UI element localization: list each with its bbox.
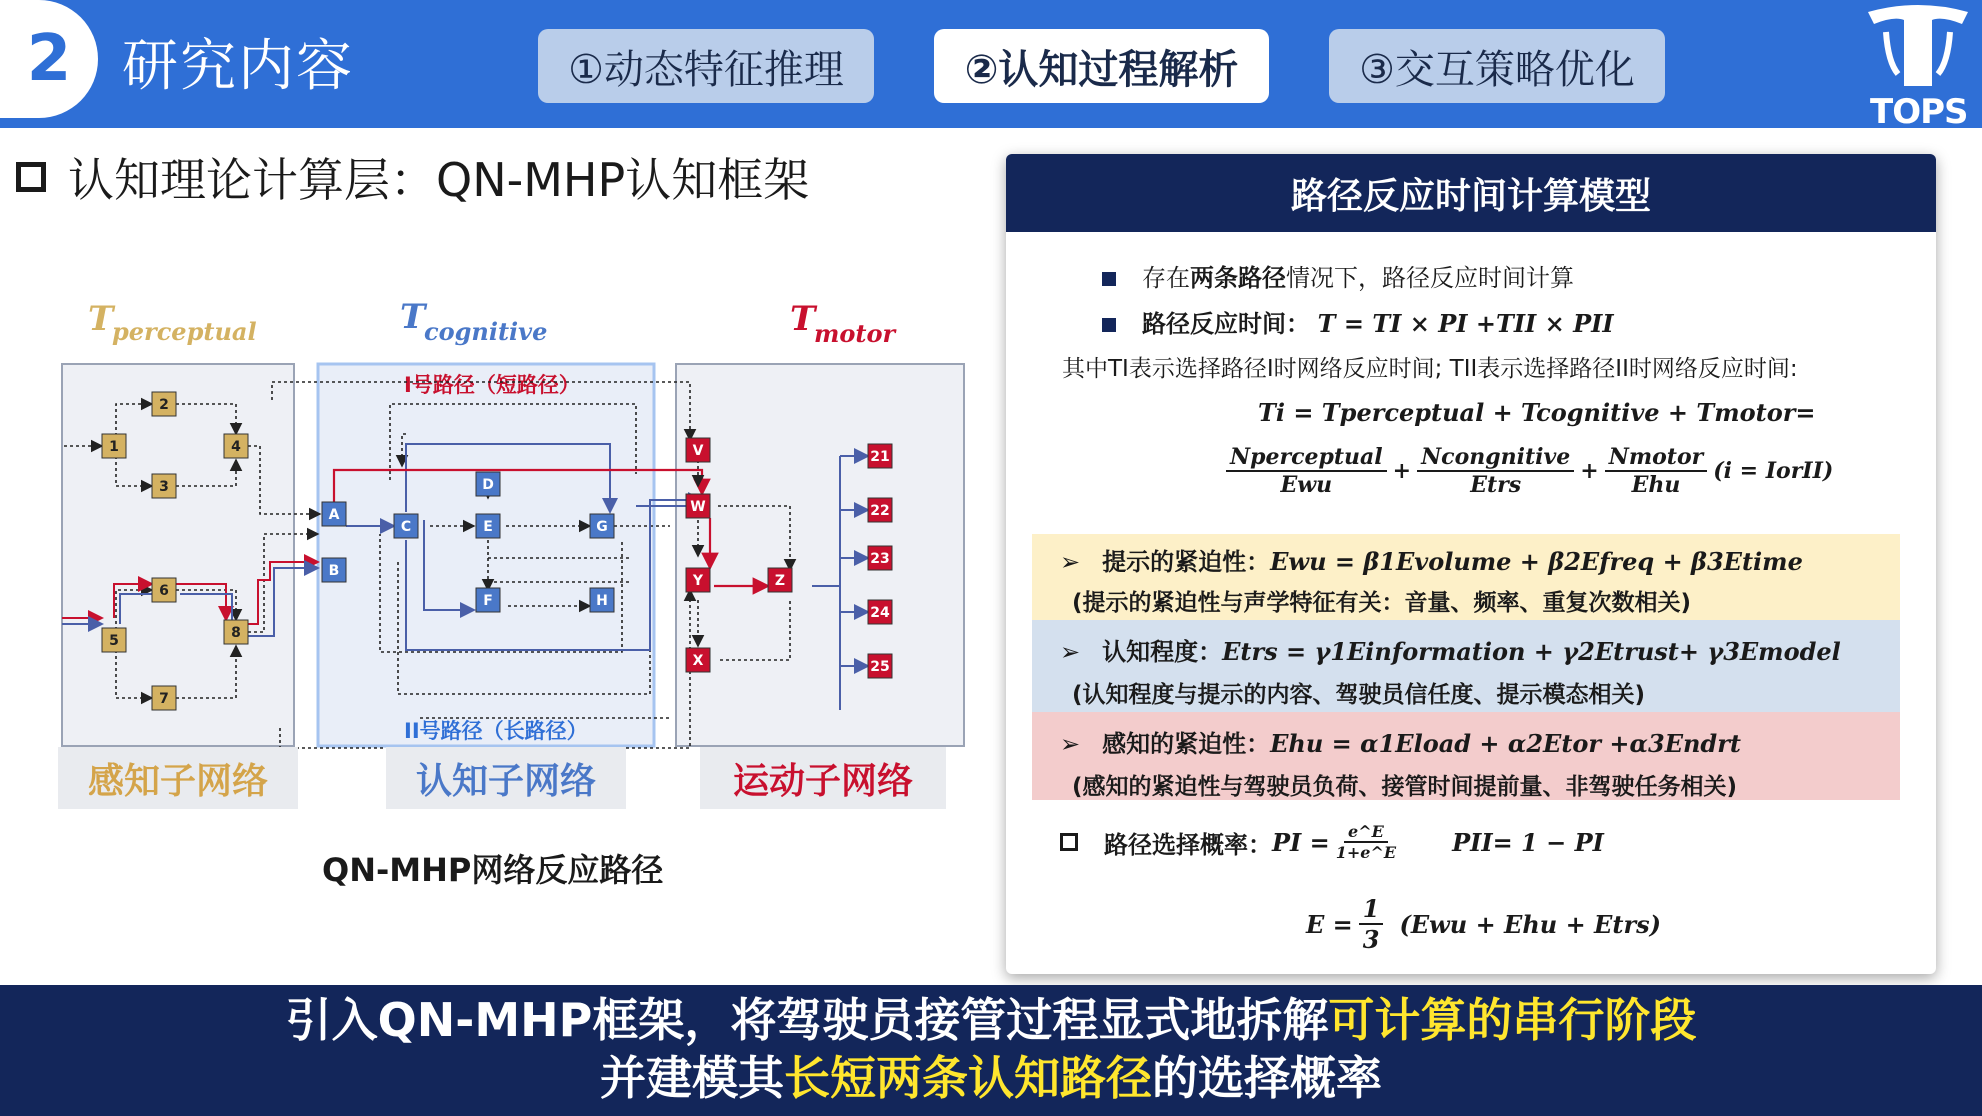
- band2-note: (认知程度与提示的内容、驾驶员信任度、提示模态相关): [1072, 682, 1646, 708]
- t-perceptual-sub: perceptual: [112, 317, 257, 346]
- t-motor-label: T: [790, 300, 816, 339]
- path-one-label: I号路径（短路径）: [404, 373, 580, 397]
- cognitive-node-A: A: [328, 507, 340, 523]
- cognitive-region: [318, 364, 654, 746]
- arrow-bullet-icon: ➢: [1060, 548, 1081, 576]
- line-where: 其中TI表示选择路径I时网络反应时间; TII表示选择路径II时网络反应时间:: [1062, 356, 1798, 382]
- line-path-probability: 路径选择概率： PI = $\frac{e\^{}E}{1+e\^{}E}$ PII= 1 − PI: [1060, 822, 1604, 862]
- output-node-21: 21: [870, 449, 890, 465]
- perceptual-node-5: 5: [109, 633, 119, 649]
- motor-node-Y: Y: [692, 573, 704, 589]
- subheading-text: 认知理论计算层：QN-MHP认知框架: [68, 153, 810, 207]
- perceptual-node-4: 4: [231, 439, 241, 455]
- line-response-time: 路径反应时间： T = TI × PI +TII × PII: [1102, 304, 1614, 339]
- arrow-bullet-icon: ➢: [1060, 638, 1081, 666]
- band1-note: (提示的紧迫性与声学特征有关：音量、频率、重复次数相关): [1072, 590, 1692, 616]
- cognitive-subnetwork-label: 认知子网络: [386, 747, 626, 809]
- path-two-label: II号路径（长路径）: [404, 719, 588, 743]
- output-node-23: 23: [870, 551, 890, 567]
- motor-node-X: X: [692, 653, 704, 669]
- bottom-banner: [0, 985, 1982, 1116]
- cognitive-node-G: G: [596, 519, 608, 535]
- output-node-22: 22: [870, 503, 890, 519]
- motor-node-W: W: [690, 499, 706, 515]
- banner-line-1: 引入QN-MHP框架，将驾驶员接管过程显式地拆解可计算的串行阶段: [285, 993, 1697, 1047]
- qn-mhp-diagram: [50, 300, 980, 820]
- motor-subnetwork-label: 运动子网络: [700, 747, 946, 809]
- cognitive-node-E: E: [483, 519, 493, 535]
- perceptual-node-1: 1: [109, 439, 119, 455]
- bullet-icon: [1102, 272, 1116, 286]
- checkbox-square-icon: [16, 162, 46, 192]
- output-node-24: 24: [870, 605, 890, 621]
- cognitive-node-F: F: [483, 593, 493, 609]
- perceptual-node-6: 6: [159, 583, 169, 599]
- section-number: 2: [26, 22, 72, 96]
- perceptual-node-8: 8: [231, 625, 241, 641]
- t-perceptual-label: T: [88, 300, 114, 339]
- output-node-25: 25: [870, 659, 890, 675]
- tab-interaction-strategy[interactable]: ③交互策略优化: [1329, 29, 1665, 103]
- motor-node-Z: Z: [774, 573, 786, 589]
- band1-line: ➢ 提示的紧迫性：Ewu = β1Evolume + β2Efreq + β3Etime: [1060, 547, 1803, 576]
- line-two-paths: 存在两条路径情况下，路径反应时间计算: [1102, 258, 1574, 293]
- motor-node-V: V: [692, 443, 704, 459]
- band3-line: ➢ 感知的紧迫性：Ehu = α1Eload + α2Etor +α3Endrt: [1060, 729, 1741, 758]
- perceptual-node-7: 7: [159, 691, 169, 707]
- diagram-caption: QN-MHP网络反应路径: [322, 851, 664, 889]
- section-title: 研究内容: [122, 34, 354, 99]
- checkbox-square-icon: [1060, 833, 1078, 851]
- tab-dynamic-feature[interactable]: ①动态特征推理: [538, 29, 874, 103]
- banner-line-2: 并建模其长短两条认知路径的选择概率: [600, 1051, 1382, 1105]
- logo-text: TOPS: [1870, 92, 1968, 132]
- formula-ti: Ti = Tperceptual + Tcognitive + Tmotor=: [1258, 398, 1816, 427]
- arrow-bullet-icon: ➢: [1060, 730, 1081, 758]
- t-motor-sub: motor: [814, 319, 896, 348]
- perceptual-subnetwork-label: 感知子网络: [58, 747, 298, 809]
- perceptual-region: [62, 364, 294, 746]
- subheading: [16, 144, 809, 210]
- formula-fractions: $\frac{\text{Nperceptual}}{\text{Ewu}}$ + $\frac{\text{Ncongnitive}}{\text{Etrs}}$ + $\frac{\text{Nmotor}}{\text{Ehu}}$ (i = IorII): [1220, 444, 1833, 498]
- cognitive-node-D: D: [482, 477, 494, 493]
- band3-note: (感知的紧迫性与驾驶员负荷、接管时间提前量、非驾驶任务相关): [1072, 774, 1738, 800]
- panel-title: 路径反应时间计算模型: [1006, 154, 1936, 232]
- perceptual-node-2: 2: [159, 397, 169, 413]
- cognitive-node-C: C: [400, 519, 412, 535]
- t-cognitive-label: T: [400, 300, 426, 337]
- perceptual-node-3: 3: [159, 479, 169, 495]
- band2-line: ➢ 认知程度：Etrs = γ1Einformation + γ2Etrust+ γ3Emodel: [1060, 637, 1841, 666]
- motor-region: [676, 364, 964, 746]
- cognitive-node-H: H: [596, 593, 608, 609]
- bullet-icon: [1102, 318, 1116, 332]
- formula-e: E = $\frac{1}{3}$ (Ewu + Ehu + Etrs): [1306, 894, 1661, 954]
- model-panel: [1006, 154, 1936, 974]
- cognitive-node-B: B: [328, 563, 340, 579]
- tab-cognitive-process[interactable]: ②认知过程解析: [934, 29, 1269, 103]
- t-cognitive-sub: cognitive: [424, 317, 548, 346]
